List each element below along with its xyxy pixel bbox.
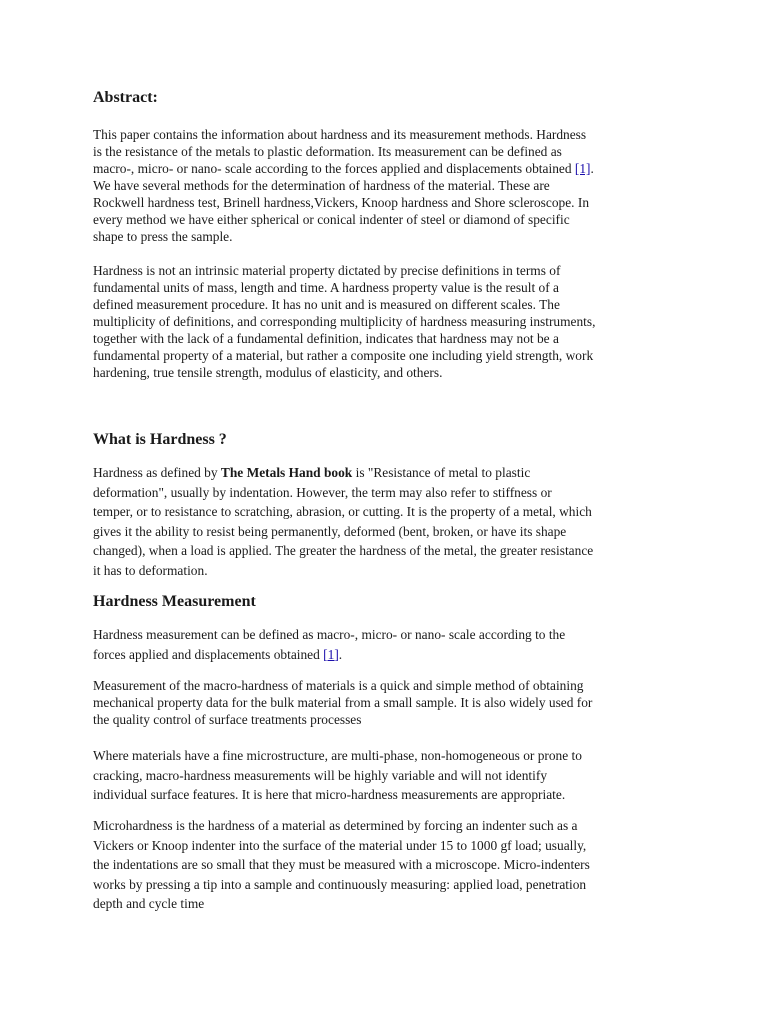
citation-link-1[interactable]: [1] [574,161,591,176]
text-line: We have several methods for the determination of hardness of the material. These are [93,178,550,193]
text-line: Vickers or Knoop indenter into the surface of the material under 15 to 1000 gf load; usually, [93,837,587,853]
text-line: Hardness is not an intrinsic material property dictated by precise definitions in terms of [93,263,561,278]
text-line: multiplicity of definitions, and corresponding multiplicity of hardness measuring instruments, [93,314,596,329]
text-line: together with the lack of a fundamental definition, indicates that hardness may not be a [93,331,559,346]
text-line: fundamental property of a material, but rather a composite one including yield strength, work [93,348,594,363]
text-fragment: macro-, micro- or nano- scale according to the forces applied and displacements obtained [93,161,575,176]
bold-source-title: The Metals Hand book [220,465,353,480]
text-line: is the resistance of the metals to plastic deformation. Its measurement can be defined as [93,144,562,159]
text-line [93,463,675,483]
text-line: works by pressing a tip into a sample and continuously measuring: applied load, penetration [93,876,587,892]
text-fragment: . [590,161,594,176]
text-line: depth and cycle time [93,896,205,911]
citation-link-1[interactable]: [1] [323,646,339,662]
text-line: it has to deformation. [93,562,208,578]
text-fragment: Hardness as defined by [93,465,221,480]
text-line: individual surface features. It is here that micro-hardness measurements are appropriate. [93,787,566,802]
text-line: hardening, true tensile strength, modulus of elasticity, and others. [93,365,443,380]
text-line: Rockwell hardness test, Brinell hardness,Vickers, Knoop hardness and Shore scleroscope. In [93,195,590,210]
hardness-measurement-heading: Hardness Measurement [93,593,256,610]
text-fragment: is "Resistance of metal to plastic [352,465,531,480]
text-line: changed), when a load is applied. The greater the hardness of the metal, the greater resistance [93,543,594,558]
abstract-paragraph-1 [93,126,675,245]
text-line: the indentations are so small that they must be measured with a microscope. Micro-indenters [93,857,590,872]
text-line: temper, or to resistance to scratching, abrasion, or cutting. It is the property of a metal, which [93,504,592,519]
measurement-paragraph-4 [93,816,675,914]
text-line [93,160,675,177]
measurement-paragraph-3 [93,746,675,805]
definition-paragraph [93,463,675,580]
text-fragment: forces applied and displacements obtained [93,646,324,662]
text-line: Microhardness is the hardness of a material as determined by forcing an indenter such as a [93,818,578,833]
text-line: Measurement of the macro-hardness of materials is a quick and simple method of obtaining [93,678,584,693]
text-line [93,645,675,665]
text-fragment: . [338,646,343,662]
text-line: the quality control of surface treatments processes [93,712,362,727]
text-line: shape to press the sample. [93,229,233,244]
text-line: cracking, macro-hardness measurements will be highly variable and will not identify [93,767,548,783]
text-line: Hardness measurement can be defined as macro-, micro- or nano- scale according to the [93,627,566,642]
measurement-paragraph-1 [93,625,675,664]
text-line: fundamental units of mass, length and time. A hardness property value is the result of a [93,280,559,295]
text-line: Where materials have a fine microstructure, are multi-phase, non-homogeneous or prone to [93,748,582,763]
text-line: every method we have either spherical or conical indenter of steel or diamond of specific [93,212,570,227]
text-line: gives it the ability to resist being permanently, deformed (bent, broken, or have its shape [93,523,567,539]
text-line: This paper contains the information about hardness and its measurement methods. Hardness [93,127,587,142]
text-line: defined measurement procedure. It has no unit and is measured on different scales. The [93,297,560,312]
text-line: deformation", usually by indentation. However, the term may also refer to stiffness or [93,484,552,500]
abstract-paragraph-2 [93,262,675,381]
measurement-paragraph-2 [93,677,675,728]
what-is-hardness-heading: What is Hardness ? [93,431,227,448]
text-line: mechanical property data for the bulk material from a small sample. It is also widely used for [93,695,593,710]
abstract-heading: Abstract: [93,89,158,106]
